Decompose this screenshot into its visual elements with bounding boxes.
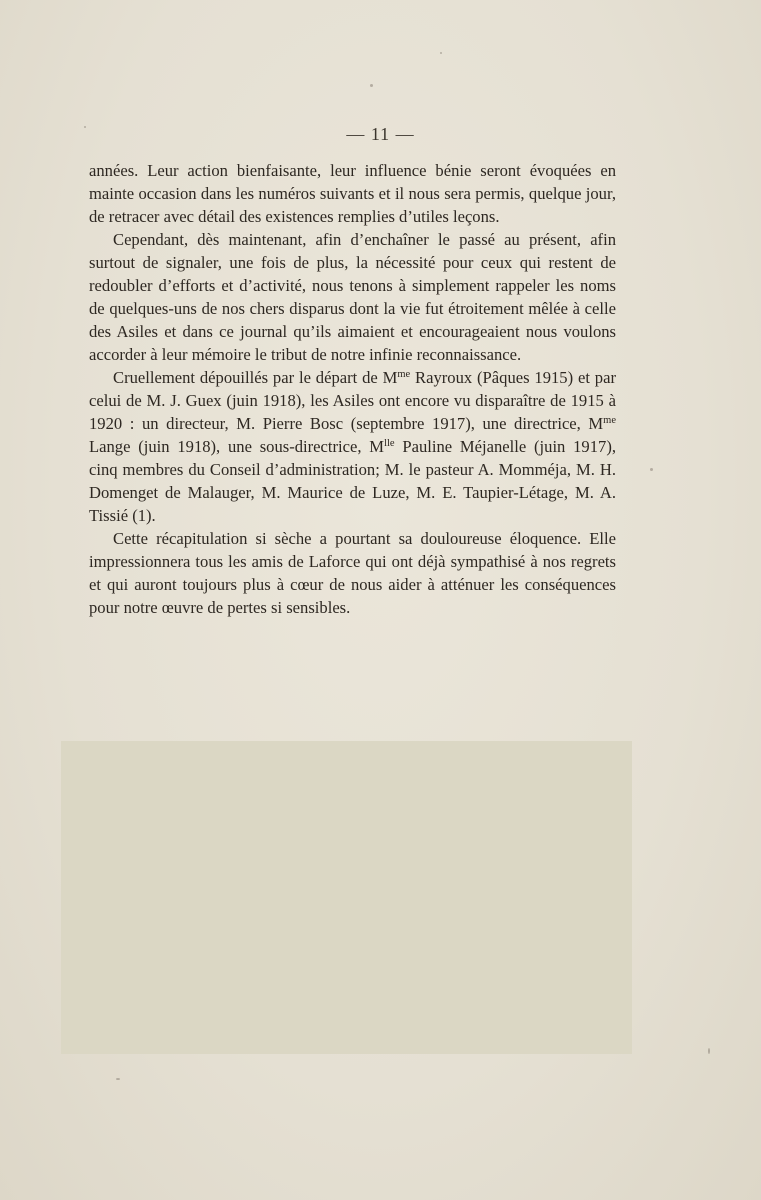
paragraph-text: Cette récapitulation si sèche a pourtant sa douloureuse éloquence. Elle impressionnera tous les amis de Laforce qui ont déjà sympathisé à nos regrets et qui auront toujours plus à cœur de nous aider à atténuer les conséquences pour notre œuvre de pertes si sensibles. xyxy=(89,529,616,617)
page-number: — 11 — xyxy=(346,124,415,144)
paragraph xyxy=(89,228,616,366)
body-text xyxy=(89,159,616,619)
paragraph-text: Rayroux (Pâques 1915) et par celui de M. J. Guex (juin 1918), les Asiles ont encore vu disparaître de 1915 à 1920 : un directeur, M. Pierre Bosc (septembre 1917), une directrice, M xyxy=(89,368,616,433)
paragraph-text: Cependant, dès maintenant, afin d’enchaîner le passé au présent, afin surtout de signaler, une fois de plus, la nécessité pour ceux qui restent de redoubler d’efforts et d’activité, nous tenons à simplement rappeler les noms de quelques-uns de nos chers disparus dont la vie fut étroitement mêlée à celle des Asiles et dans ce journal qu’ils aimaient et encourageaient nous voulons accorder à leur mémoire le tribut de notre infinie reconnaissance. xyxy=(89,230,616,364)
superscript: lle xyxy=(384,438,395,449)
paragraph xyxy=(89,527,616,619)
paragraph xyxy=(89,366,616,527)
paragraph xyxy=(89,159,616,228)
paper-speck xyxy=(84,126,86,128)
blank-plate-area xyxy=(61,741,632,1054)
paragraph-text: Pauline Méjanelle (juin 1917), cinq membres du Conseil d’administration; M. le pasteur A. Momméja, M. H. Domenget de Malauger, M. Maurice de Luze, M. E. Taupier-Létage, M. A. Tissié (1). xyxy=(89,437,616,525)
paper-speck xyxy=(370,84,373,87)
paper-speck xyxy=(440,52,442,54)
paper-speck xyxy=(116,1078,120,1080)
paper-speck xyxy=(650,468,653,471)
paragraph-text: Cruellement dépouillés par le départ de M xyxy=(113,368,398,387)
superscript: me xyxy=(603,415,616,426)
paper-speck xyxy=(708,1048,710,1054)
paragraph-text: années. Leur action bienfaisante, leur influence bénie seront évoquées en mainte occasion dans les numéros suivants et il nous sera permis, quelque jour, de retracer avec détail des existences remplies d’utiles leçons. xyxy=(89,161,616,226)
superscript: me xyxy=(397,369,411,380)
paragraph-text: Lange (juin 1918), une sous-directrice, M xyxy=(89,437,385,456)
